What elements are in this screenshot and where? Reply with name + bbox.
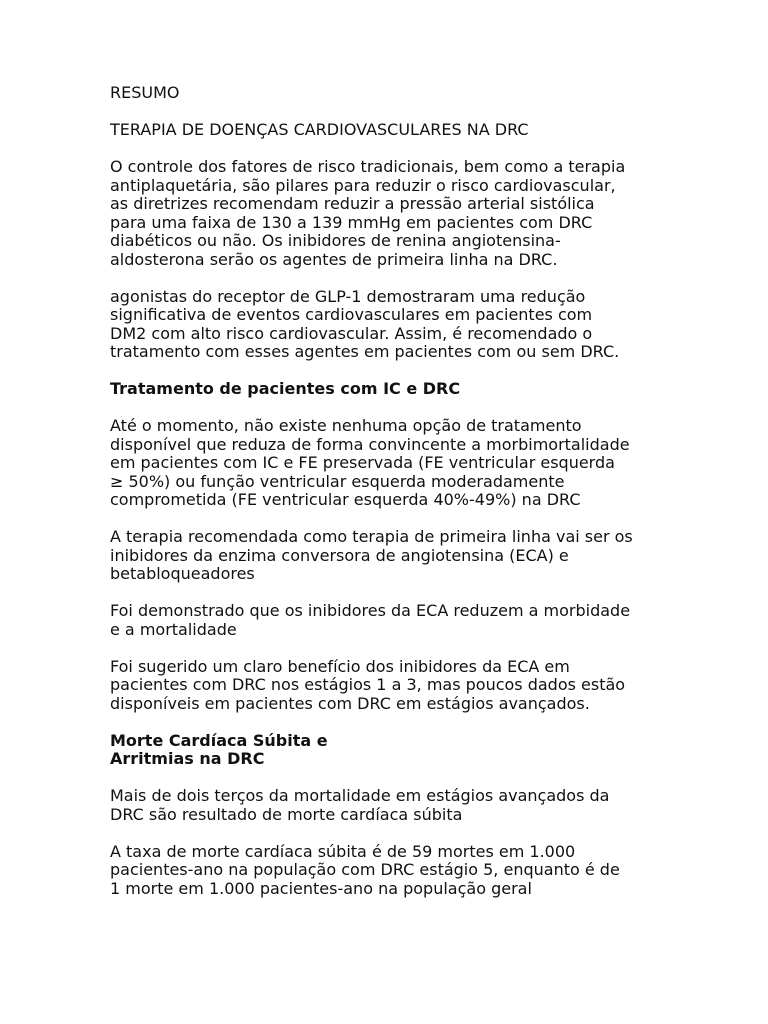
paragraph-risk-factors: O controle dos fatores de risco tradicionais, bem como a terapia antiplaquetária, são pilares para reduzir o risco cardiovascular, as diretrizes recomendam reduzir a pressão arterial sistólica para uma faixa de 130 a 139 mmHg em pacientes com DRC diabéticos ou não. Os inibidores de renina angiotensina- aldosterona serão os agentes de primeira linha na DRC. (110, 157, 626, 269)
heading-sudden-death: Morte Cardíaca Súbita e Arritmias na DRC (110, 730, 328, 768)
paragraph-death-rate: A taxa de morte cardíaca súbita é de 59 mortes em 1.000 pacientes-ano na população com DRC estágio 5, enquanto é de 1 morte em 1.000 pacientes-ano na população geral (110, 841, 620, 898)
paragraph-eca-benefit: Foi sugerido um claro benefício dos inibidores da ECA em pacientes com DRC nos estágios 1 a 3, mas poucos dados estão disponíveis em pacientes com DRC em estágios avançados. (110, 656, 626, 713)
paragraph-first-line: A terapia recomendada como terapia de primeira linha vai ser os inibidores da enzima conversora de angiotensina (ECA) e betabloqueadores (110, 527, 633, 583)
heading-ic-drc: Tratamento de pacientes com IC e DRC (110, 379, 461, 398)
document-label: RESUMO (110, 83, 180, 102)
paragraph-no-treatment: Até o momento, não existe nenhuma opção de tratamento disponível que reduza de forma convincente a morbimortalidade em pacientes com IC e FE preservada (FE ventricular esquerda ≥ 50%) ou função ventricular esquerda moderadamente comprometida (FE ventricular esquerda 40%-49%) na DRC (110, 416, 630, 509)
paragraph-glp1: agonistas do receptor de GLP-1 demostraram uma redução significativa de eventos cardiovasculares em pacientes com DM2 com alto risco cardiovascular. Assim, é recomendado o tratamento com esses agentes em pacientes com ou sem DRC. (110, 286, 620, 361)
document-body (110, 84, 670, 917)
document-title: TERAPIA DE DOENÇAS CARDIOVASCULARES NA DRC (110, 120, 529, 139)
paragraph-eca-morbidity: Foi demonstrado que os inibidores da ECA reduzem a morbidade e a mortalidade (110, 601, 631, 639)
paragraph-mortality: Mais de dois terços da mortalidade em estágios avançados da DRC são resultado de morte cardíaca súbita (110, 786, 610, 824)
